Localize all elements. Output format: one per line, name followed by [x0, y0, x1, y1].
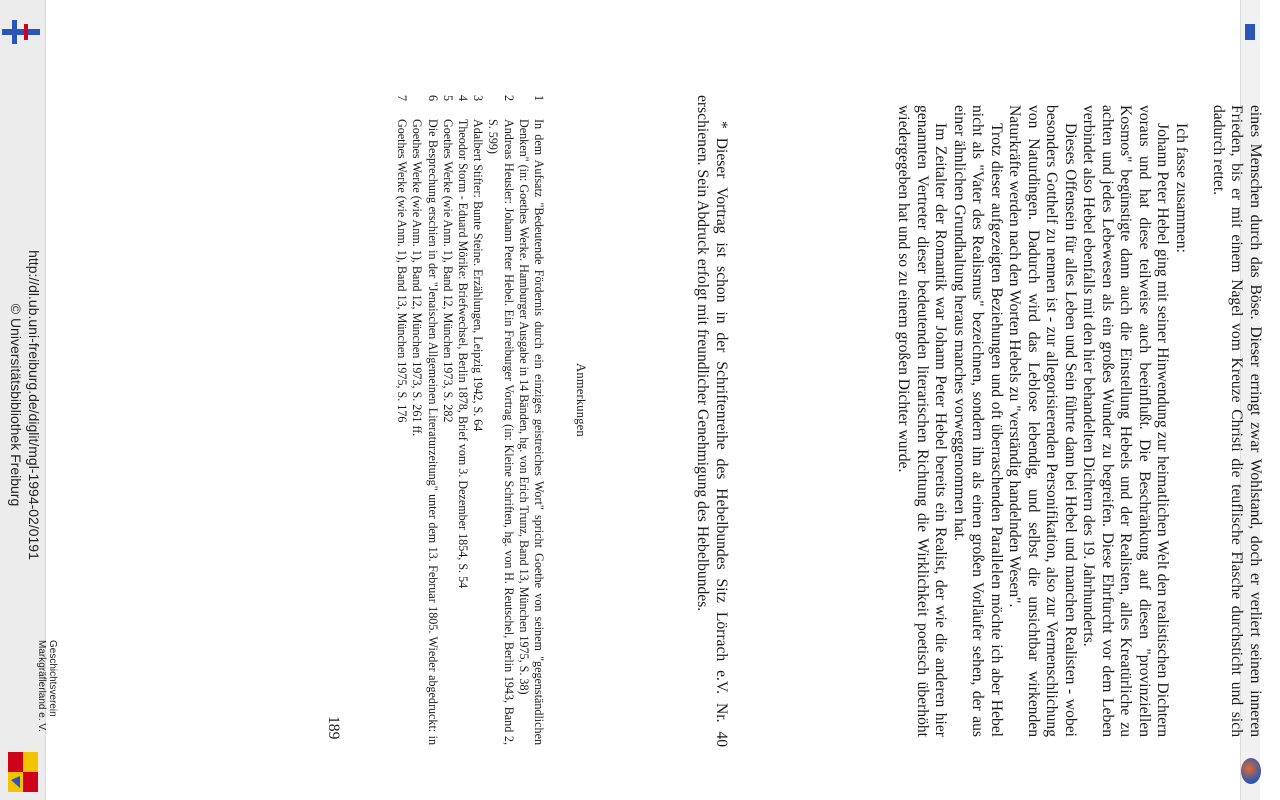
note-number: 6: [425, 95, 440, 102]
body-paragraph: Dieses Offensein für alles Leben und Sein führte dann bei Hebel und manchen Realisten - wobei besonders Gotthelf zu nennen ist - zur allegorisierenden Personifikation, also zur Vermenschlichung von Naturdingen. Dadurch wird das Leblose lebendig, und selbst die unsichtbar wirkenden Naturkräfte werden nach den Worten Hebels zu "verständig handelnden Wesen".: [1006, 105, 1079, 737]
note-text: Theodor Storm - Eduard Mörike: Briefwechsel, Berlin 1878, Brief vom 3. Dezember 1854, S. 54: [455, 119, 470, 589]
dedication-footnote: * Dieser Vortrag ist schon in der Schriftenreihe des Hebelbundes Sitz Lörrach e.V. Nr. 40 erschienen. Sein Abdruck erfolgt mit freundlicher Genehmigung des Hebelbundes.: [694, 95, 730, 747]
note-item: [485, 95, 515, 745]
note-item: [394, 95, 409, 745]
note-text: In dem Aufsatz "Bedeutende Fördernis durch ein einziges geistreiches Wort" spricht Goethe von seinem "gegenständlichen Denken" (in: Goethes Werke. Hamburger Ausgabe in 14 Bänden, hg. von Erich Trunz, Band 13, München 1975, S. 38): [516, 119, 546, 745]
body-paragraph: Ich fasse zusammen:: [1173, 123, 1190, 253]
note-item: [516, 95, 546, 745]
note-item: [409, 95, 439, 745]
note-number: 1: [532, 95, 546, 102]
note-number: 3: [471, 95, 486, 102]
note-text: Die Besprechung erschien in der "Jenaischen Allgemeinen Literaturzeitung" unter dem 13. Februar 1805. Wieder abgedruckt: in Goethes Werke (wie Anm. 1), Band 12, München 1973, S. 261 ff.: [410, 119, 440, 745]
coat-of-arms-icon: [8, 752, 38, 792]
note-text: Goethes Werke (wie Anm. 1), Band 13, München 1975, S. 176: [395, 119, 410, 423]
body-paragraph: Johann Peter Hebel ging mit seiner Hinwendung zur heimatlichen Welt den realistischen Dichtern voraus und hat diese teilweise auch beeinflußt. Die Beschränkung auf diesen "provinziellen Kosmos" begünstigte dann auch die Einstellung Hebels und der Realisten, alles Kreatürliche zu achten und jedes Lebewesen als ein großes Wunder zu begreifen. Diese Ehrfurcht vor dem Leben verbindet also Hebel ebenfalls mit den hier behandelten Dichtern des 19. Jahrhunderts.: [1080, 105, 1172, 737]
note-number: 5: [440, 95, 455, 102]
notes-list: [394, 95, 546, 745]
body-paragraph: Im Zeitalter der Romantik war Johann Peter Hebel bereits ein Realist, der wie die anderen hier genannten Vertreter dieser bedeutenden literarischen Richtung die Wirklichkeit poetisch überhöht wiedergegeben hat und so zu einem großen Dichter wurde.: [895, 105, 950, 737]
note-number: 7: [395, 95, 410, 102]
body-paragraph: Trotz dieser aufgezeigten Beziehungen und oft überraschenden Parallelen möchte ich aber Hebel nicht als "Vater des Realismus" bezeichnen, sondern ihn als einen großen Vorläufer sehen, der aus einer ähnlichen Grundhaltung heraus manches vorweggenommen hat.: [951, 105, 1005, 737]
society-label: [36, 640, 58, 758]
note-text: Andreas Heusler: Johann Peter Hebel. Ein Freiburger Vortrag (in: Kleine Schriften, hg. von H. Reutschel, Berlin 1943, Band 2, S. 599): [486, 119, 516, 745]
note-item: [440, 95, 455, 745]
notes-heading: Anmerkungen: [574, 363, 588, 437]
side-url-block: [8, 195, 42, 615]
copyright-line: © Universitätsbibliothek Freiburg: [8, 303, 24, 507]
society-label-line2: Markgräflerland e. V.: [36, 640, 47, 732]
society-label-line1: Geschichtsverein: [47, 640, 58, 717]
page-number: 189: [325, 716, 342, 740]
body-text: [894, 105, 1264, 737]
note-item: [455, 95, 470, 745]
scanned-page: [320, 0, 1280, 800]
note-item: [470, 95, 485, 745]
paragraph-gap: [1190, 105, 1209, 737]
note-number: 2: [501, 95, 516, 102]
note-text: Goethes Werke (wie Anm. 1), Band 12, München 1973, S. 282: [440, 119, 455, 423]
library-logo-icon: [2, 18, 40, 46]
source-url[interactable]: http://dl.ub.uni-freiburg.de/diglit/mgl-1994-02/0191: [26, 250, 42, 560]
body-paragraph: eines Menschen durch das Böse. Dieser erringt zwar Wohlstand, doch er verliert seinen inneren Frieden, bis er mit einem Nagel vom Kreuze Christi die teuflische Flasche durchsticht und sich dadurch rettet.: [1210, 105, 1264, 737]
note-number: 4: [455, 95, 470, 102]
note-text: Adalbert Stifter: Bunte Steine. Erzählungen, Leipzig 1942, S. 64: [471, 119, 486, 432]
